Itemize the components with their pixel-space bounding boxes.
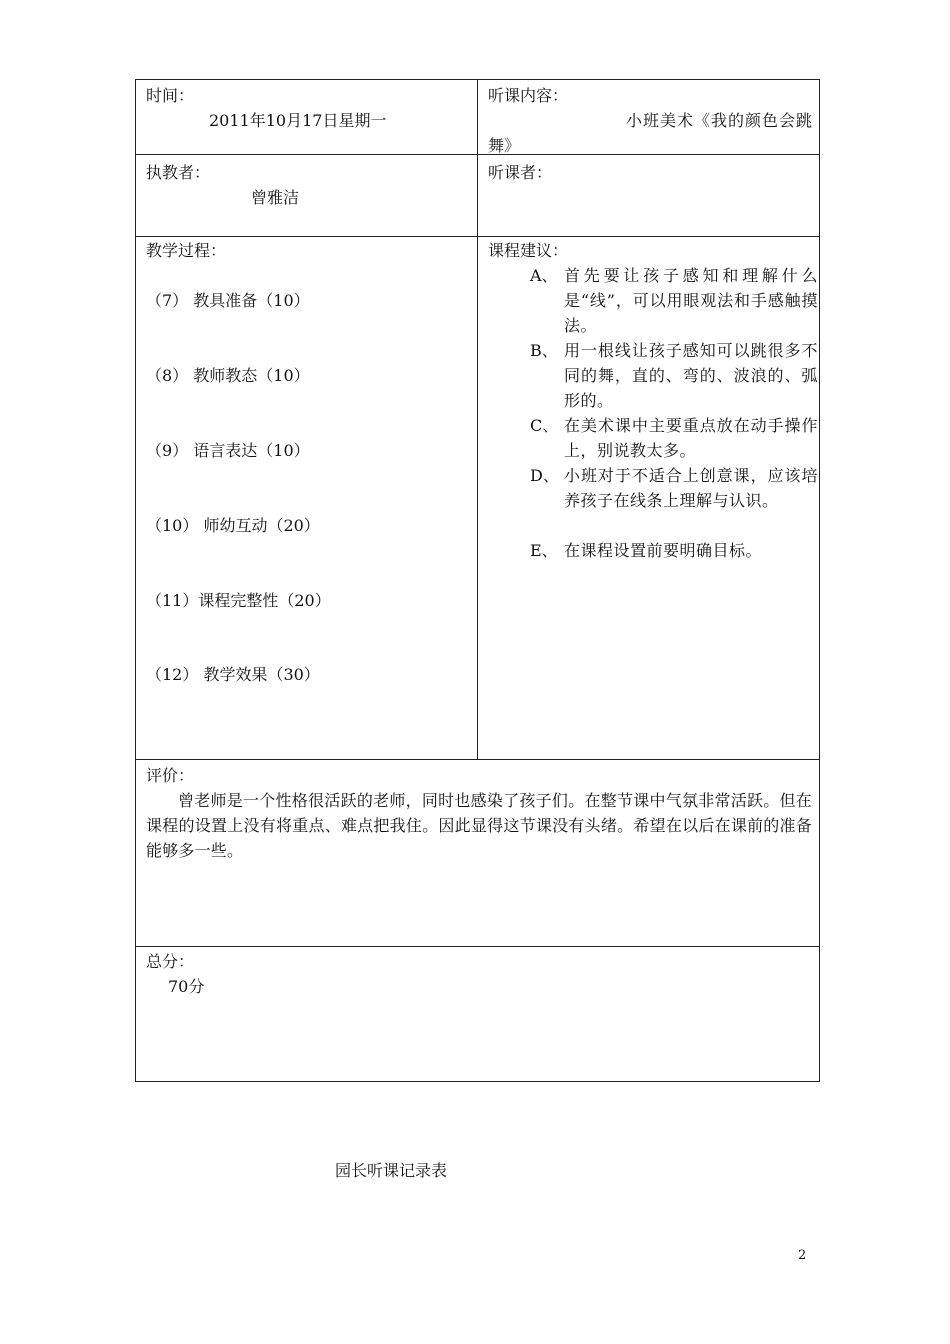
suggestion-item	[530, 413, 818, 463]
total-cell	[146, 949, 812, 999]
total-label: 总分：	[146, 952, 195, 971]
evaluation-label: 评价：	[146, 766, 195, 785]
process-item: （12） 教学效果（30）	[146, 665, 320, 684]
listener-label: 听课者：	[488, 163, 553, 182]
process-cell	[136, 238, 476, 758]
process-item: （8） 教师教态（10）	[146, 366, 310, 385]
suggestion-item	[530, 538, 818, 563]
suggestion-text: 在课程设置前要明确目标。	[564, 541, 763, 560]
suggestions-label: 课程建议：	[488, 241, 569, 260]
evaluation-text: 曾老师是一个性格很活跃的老师，同时也感染了孩子们。在整节课中气氛非常活跃。但在课程的设置上没有将重点、难点把我住。因此显得这节课没有头绪。希望在以后在课前的准备能够多一些。	[146, 791, 812, 860]
content-cell	[488, 83, 813, 158]
suggestion-item	[530, 263, 818, 338]
suggestion-letter: A、	[530, 266, 558, 285]
process-item: （7） 教具准备（10）	[146, 291, 310, 310]
total-value: 70分	[168, 977, 205, 996]
suggestions-cell	[478, 238, 820, 758]
form-caption: 园长听课记录表	[335, 1161, 448, 1180]
row-divider	[136, 759, 819, 760]
row-divider	[136, 946, 819, 947]
content-label: 听课内容：	[488, 86, 569, 105]
suggestion-text: 在美术课中主要重点放在动手操作上，别说教太多。	[564, 416, 818, 460]
suggestion-letter: B、	[530, 341, 558, 360]
teacher-value: 曾雅洁	[251, 188, 300, 207]
page-number: 2	[798, 1248, 807, 1263]
suggestion-letter: E、	[530, 541, 558, 560]
time-value: 2011年10月17日星期一	[209, 111, 387, 130]
evaluation-cell	[146, 763, 812, 863]
suggestion-text: 小班对于不适合上创意课，应该培养孩子在线条上理解与认识。	[564, 466, 818, 510]
time-label: 时间：	[146, 86, 195, 105]
time-cell	[146, 83, 471, 133]
teacher-cell	[146, 160, 471, 210]
lecture-record-form	[135, 79, 820, 1082]
suggestion-text: 首先要让孩子感知和理解什么是“线”，可以用眼观法和手感触摸法。	[564, 266, 818, 335]
process-item: （10） 师幼互动（20）	[146, 516, 320, 535]
suggestion-text: 用一根线让孩子感知可以跳很多不同的舞，直的、弯的、波浪的、弧形的。	[564, 341, 818, 410]
suggestion-item	[530, 338, 818, 413]
process-item: （11）课程完整性（20）	[146, 591, 331, 610]
process-item: （9） 语言表达（10）	[146, 441, 310, 460]
listener-cell	[488, 160, 813, 185]
process-label: 教学过程：	[146, 241, 227, 260]
suggestion-letter: C、	[530, 416, 559, 435]
suggestion-item	[530, 463, 818, 513]
content-value-line1: 小班美术《我的颜色会跳	[625, 111, 813, 130]
teacher-label: 执教者：	[146, 163, 211, 182]
content-value-line2: 舞》	[488, 136, 521, 155]
suggestion-letter: D、	[530, 466, 559, 485]
